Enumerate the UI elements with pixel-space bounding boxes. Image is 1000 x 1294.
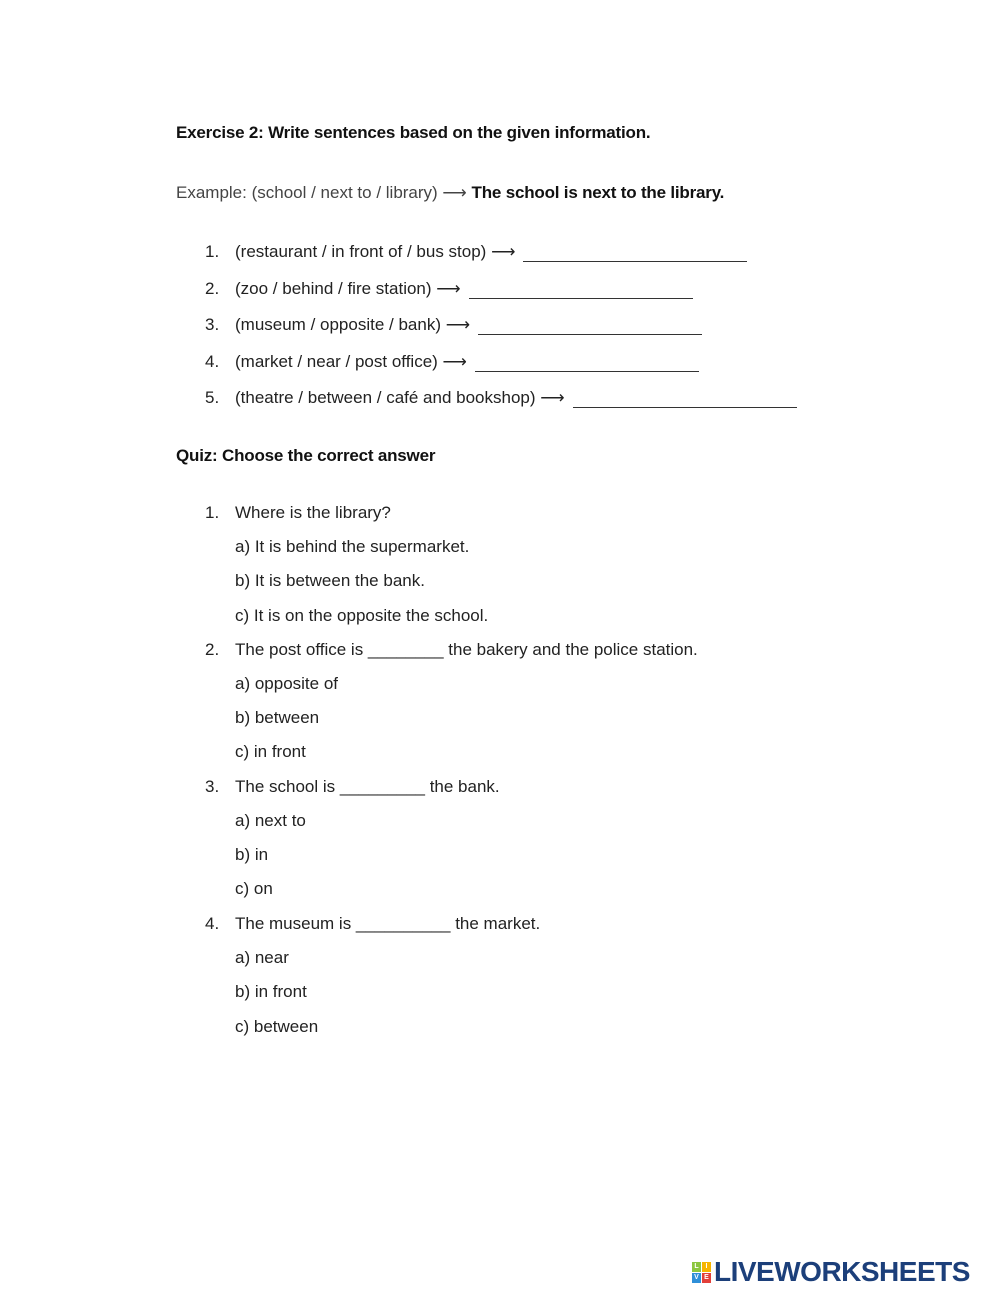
example-prompt: Example: (school / next to / library) ⟶ <box>176 183 467 202</box>
item-prompt: (restaurant / in front of / bus stop) ⟶ <box>235 242 516 261</box>
item-prompt: (theatre / between / café and bookshop) ⟶ <box>235 388 565 407</box>
item-number: 1. <box>205 242 220 261</box>
item-number: 2. <box>205 279 220 298</box>
item-prompt: (museum / opposite / bank) ⟶ <box>235 315 471 334</box>
answer-input-5[interactable] <box>573 389 797 408</box>
quiz-title: Quiz: Choose the correct answer <box>176 446 436 465</box>
question-text: The post office is ________ the bakery and the police station. <box>235 640 698 659</box>
quiz-option[interactable]: c) between <box>235 1017 319 1036</box>
quiz-option[interactable]: b) in <box>235 845 269 864</box>
quiz-option[interactable]: a) It is behind the supermarket. <box>235 537 470 556</box>
exercise-item <box>205 242 747 262</box>
quiz-option[interactable]: c) It is on the opposite the school. <box>235 606 489 625</box>
logo-tiles-icon: L I V E <box>692 1262 711 1283</box>
item-number: 5. <box>205 388 220 407</box>
quiz-question <box>205 777 500 797</box>
quiz-question <box>205 914 540 934</box>
exercise-item <box>205 388 797 408</box>
quiz-option[interactable]: c) in front <box>235 742 306 761</box>
quiz-option[interactable]: b) in front <box>235 982 307 1001</box>
logo-text: LIVEWORKSHEETS <box>714 1256 970 1287</box>
question-number: 4. <box>205 914 220 933</box>
question-number: 2. <box>205 640 220 659</box>
answer-input-2[interactable] <box>469 280 693 299</box>
quiz-question <box>205 503 391 523</box>
quiz-option[interactable]: b) between <box>235 708 320 727</box>
example-line <box>176 183 724 203</box>
question-number: 1. <box>205 503 220 522</box>
answer-input-1[interactable] <box>523 243 747 262</box>
question-text: The museum is __________ the market. <box>235 914 541 933</box>
exercise-title: Exercise 2: Write sentences based on the given information. <box>176 123 651 142</box>
exercise-item <box>205 352 699 372</box>
item-prompt: (market / near / post office) ⟶ <box>235 352 467 371</box>
answer-input-3[interactable] <box>478 316 702 335</box>
exercise-item <box>205 279 693 299</box>
quiz-option[interactable]: b) It is between the bank. <box>235 571 425 590</box>
question-number: 3. <box>205 777 220 796</box>
exercise-item <box>205 315 702 335</box>
quiz-option[interactable]: a) next to <box>235 811 306 830</box>
quiz-option[interactable]: a) near <box>235 948 289 967</box>
quiz-question <box>205 640 698 660</box>
question-text: The school is _________ the bank. <box>235 777 500 796</box>
quiz-option[interactable]: a) opposite of <box>235 674 339 693</box>
liveworksheets-logo <box>692 1256 970 1288</box>
answer-input-4[interactable] <box>475 353 699 372</box>
quiz-option[interactable]: c) on <box>235 879 273 898</box>
item-number: 3. <box>205 315 220 334</box>
question-text: Where is the library? <box>235 503 391 522</box>
example-answer: The school is next to the library. <box>471 183 725 202</box>
item-number: 4. <box>205 352 220 371</box>
item-prompt: (zoo / behind / fire station) ⟶ <box>235 279 461 298</box>
